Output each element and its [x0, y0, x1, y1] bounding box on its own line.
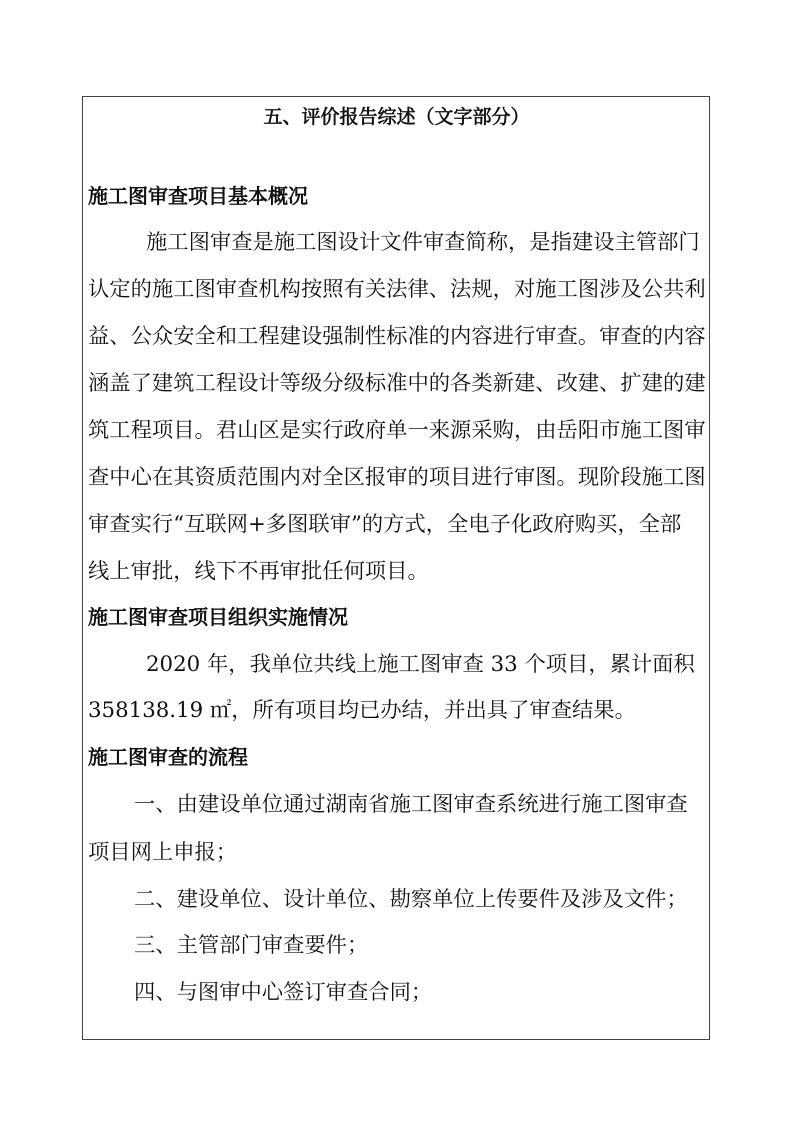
paragraph-line: 线上审批，线下不再审批任何项目。 — [88, 559, 429, 584]
section-heading-process: 施工图审查的流程 — [88, 745, 248, 769]
paragraph-line: 益、公众安全和工程建设强制性标准的内容进行审查。审查的内容 — [88, 324, 706, 349]
paragraph-line: 涵盖了建筑工程设计等级分级标准中的各类新建、改建、扩建的建 — [88, 371, 706, 396]
section-heading-implementation: 施工图审查项目组织实施情况 — [88, 605, 348, 629]
process-step: 二、建设单位、设计单位、勘察单位上传要件及涉及文件； — [134, 887, 688, 912]
paragraph-line: 审查实行“互联网+多图联审”的方式，全电子化政府购买，全部 — [88, 512, 682, 537]
paragraph-line: 筑工程项目。君山区是实行政府单一来源采购，由岳阳市施工图审 — [88, 418, 706, 443]
paragraph-line: 2020 年，我单位共线上施工图审查 33 个项目，累计面积 — [146, 652, 695, 677]
paragraph-line: 认定的施工图审查机构按照有关法律、法规，对施工图涉及公共利 — [88, 277, 706, 302]
process-step: 四、与图审中心签订审查合同； — [134, 980, 433, 1005]
section-heading-overview: 施工图审查项目基本概况 — [88, 184, 308, 208]
page-title: 五、评价报告综述（文字部分） — [263, 106, 530, 128]
paragraph-line: 358138.19 ㎡，所有项目均已办结，并出具了审查结果。 — [88, 698, 636, 723]
paragraph-line: 施工图审查是施工图设计文件审查简称，是指建设主管部门 — [146, 230, 700, 255]
process-step-continued: 项目网上申报； — [88, 840, 238, 865]
paragraph-line: 查中心在其资质范围内对全区报审的项目进行审图。现阶段施工图 — [88, 465, 706, 490]
process-step: 一、由建设单位通过湖南省施工图审查系统进行施工图审查 — [134, 792, 688, 817]
process-step: 三、主管部门审查要件； — [134, 933, 369, 958]
